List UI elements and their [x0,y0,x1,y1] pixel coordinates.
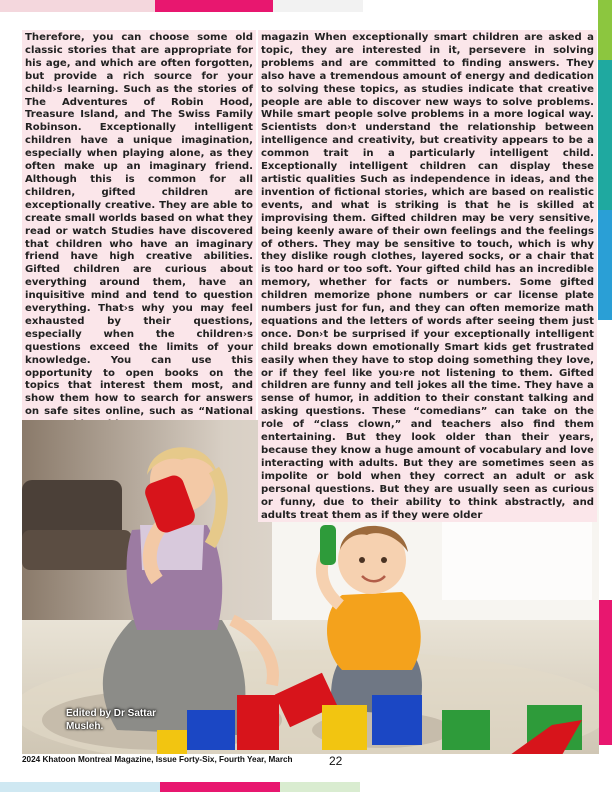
article-left-column: Therefore, you can choose some old classic stories that are appropriate for his age, and which are often forgotten, but provide a rich source for your child›s learning. Such as the stories of The Adventures of Robin Hood, Treasure Island, and The Swiss Family Robinson. Exceptionally intelligent children have a unique imagination, especially when playing alone, as they often make up an imaginary friend. Although this is common for all children, gifted children are exceptionally creative. They are able to create small worlds based on what they read or watch Studies have discovered that children who have an imaginary friend have high creative abilities. Gifted children are curious about everything around them, have an inquisitive mind and tend to question everything. That›s why you may feel exhausted by their questions, especially when the children›s questions exceed the limits of your knowledge. You can use this opportunity to open books on the topics that interest them most, and show them how to search for answers on safe sites online, such as “National [22,30,256,432]
page-number: 22 [329,754,343,768]
footer-publication-line: 2024 Khatoon Montreal Magazine, Issue Forty-Six, Fourth Year, March [22,755,293,764]
photo-credit-caption: Edited by Dr Sattar Musleh. [66,708,157,732]
article-right-column: magazin When exceptionally smart children are asked a topic, they are interested in it, persevere in solving problems and are committed to finding answers. They also have a tremendous amount of energy and dedication to solving these topics, as studies indicate that creative people are able to discover new ways to solve problems. While smart people solve problems in a more logical way. Scientists don›t understand the relationship between intelligence and creativity, but creativity appears to be a common trait in a particularly intelligent child. Exceptionally intelligent children can display these artistic qualities Such as independence in ideas, and the invention of fictional stories, which are based on realistic events, and what is striking is that he is skilled at improvising them. Gifted children may be very sensitive, being keenly aware of their own feelings and the feelings of others. They may be sensitive to touch, which is why they dislike rough clothes, layered socks, or a chair that is too hard or too soft. Your gifted child has an incredible memory, whether for facts or numbers. Some gifted children memorize phone numbers or car license plate numbers just for fun, and they can often memorize math equations and the letters of words after seeing them just once. Don›t be surprised if your exceptionally intelligent child breaks down emotionally Smart kids get frustrated easily when they have to stop doing something they love, or if they feel like you›re not listening to them. Gifted children are funny and tell jokes all the time. They have a sense of humor, in addition to their constant talking and asking questions. These “comedians” can take on the role of “class clown,” and teachers also find them entertaining. But they look older than their years, because they know a huge amount of vocabulary and love interacting with adults. But they are sometimes seen as impolite or bold when they correct an adult or ask personal questions. But they are usually seen as curious or funny, due to their ability to think abstractly, and adults treat them as if they were older [258,30,597,522]
right-color-stripe [598,0,612,792]
bottom-color-bar [0,782,612,792]
top-color-bar [0,0,612,12]
